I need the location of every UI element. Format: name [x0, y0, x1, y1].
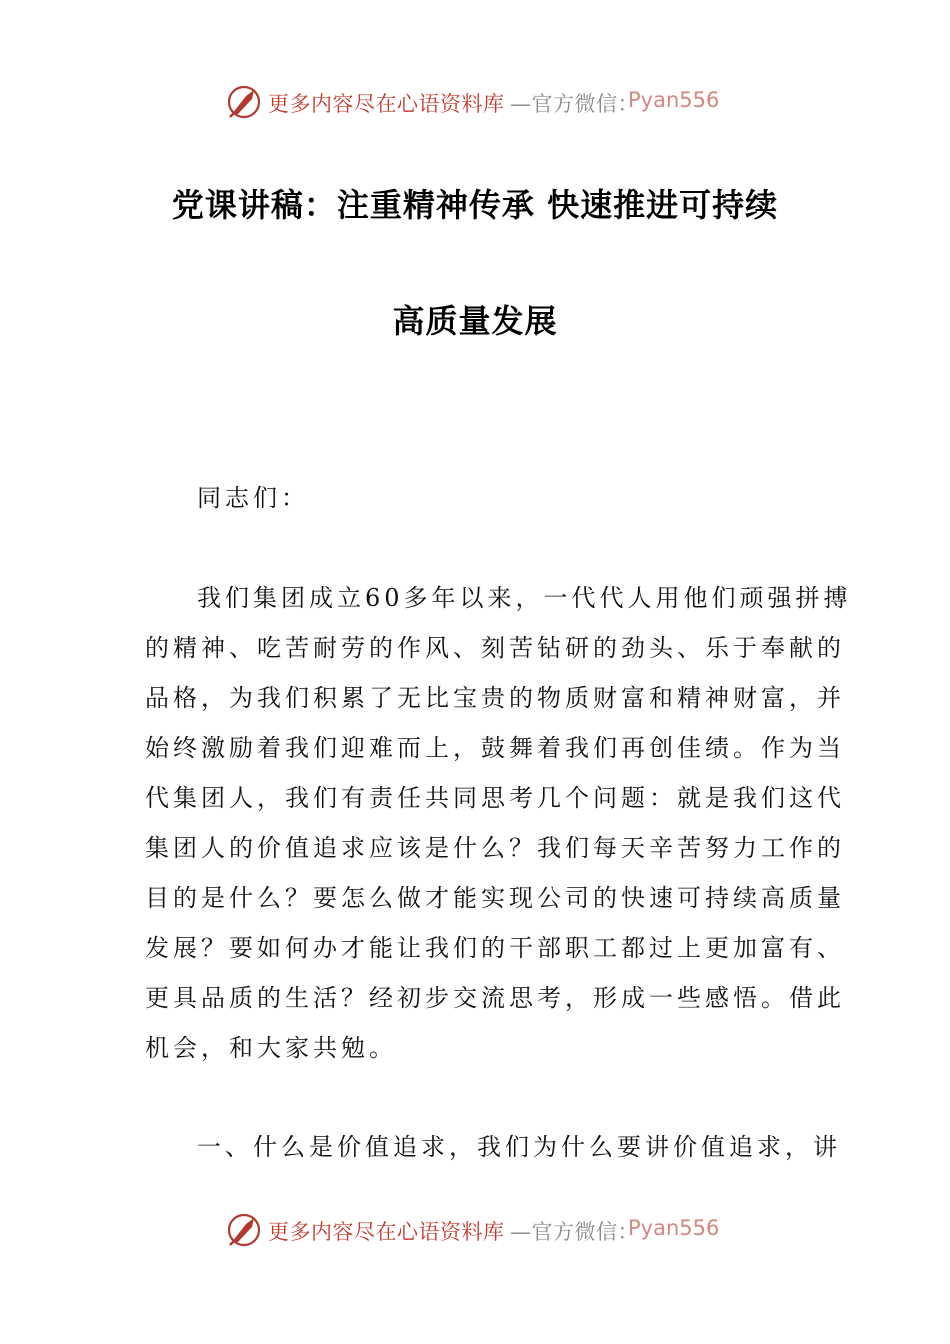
paragraph-line: 集团人的价值追求应该是什么？我们每天辛苦努力工作的 — [145, 834, 845, 862]
salutation — [197, 473, 857, 523]
paragraph-1 — [145, 573, 852, 1073]
pen-nib-logo-icon — [226, 84, 264, 120]
paragraph-line: 更具品质的生活？经初步交流思考，形成一些感悟。借此 — [145, 984, 845, 1012]
section-1-heading — [145, 1122, 841, 1172]
pen-nib-logo-icon — [226, 1212, 264, 1248]
paragraph-line: 机会，和大家共勉。 — [145, 1034, 397, 1062]
wechat-label: —官方微信： — [510, 1220, 639, 1244]
promo-text: 更多内容尽在心语资料库 — [268, 1220, 505, 1244]
wechat-label: —官方微信： — [510, 92, 639, 116]
document-title-line-1: 党课讲稿：注重精神传承 快速推进可持续 — [171, 186, 779, 224]
paragraph-line: 我们集团成立60多年以来，一代代人用他们顽强拼搏 — [197, 584, 852, 612]
wechat-handle: Pyan556 — [628, 1216, 720, 1240]
paragraph-line: 的精神、吃苦耐劳的作风、刻苦钻研的劲头、乐于奉献的 — [145, 634, 845, 662]
promo-text: 更多内容尽在心语资料库 — [268, 92, 505, 116]
paragraph-line: 目的是什么？要怎么做才能实现公司的快速可持续高质量 — [145, 884, 845, 912]
salutation-text: 同志们： — [197, 484, 309, 512]
wechat-handle: Pyan556 — [628, 88, 720, 112]
paragraph-line: 代集团人，我们有责任共同思考几个问题：就是我们这代 — [145, 784, 845, 812]
footer-banner — [0, 1208, 950, 1252]
paragraph-line: 品格，为我们积累了无比宝贵的物质财富和精神财富，并 — [145, 684, 845, 712]
document-title-line-2: 高质量发展 — [392, 302, 558, 340]
paragraph-line: 发展？要如何办才能让我们的干部职工都过上更加富有、 — [145, 934, 845, 962]
header-banner — [0, 80, 950, 124]
paragraph-line: 始终激励着我们迎难而上，鼓舞着我们再创佳绩。作为当 — [145, 734, 845, 762]
section-1-text: 一、什么是价值追求，我们为什么要讲价值追求，讲 — [197, 1133, 841, 1161]
